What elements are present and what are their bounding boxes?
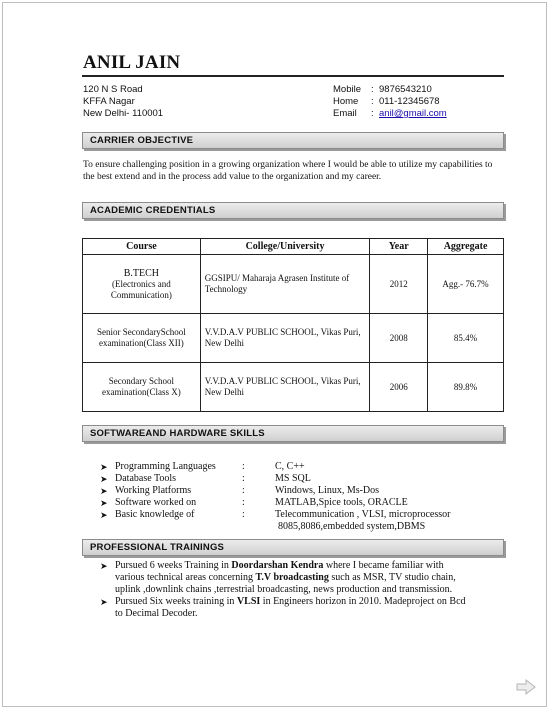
arrow-bullet-icon: ➤ xyxy=(100,561,108,571)
arrow-bullet-icon: ➤ xyxy=(100,597,108,607)
section-header-academic: ACADEMIC CREDENTIALS xyxy=(82,202,504,219)
skill-name: Working Platforms xyxy=(115,485,192,496)
contact-mobile: Mobile : 9876543210 xyxy=(333,84,432,95)
aggregate-cell: 89.8% xyxy=(428,363,504,412)
arrow-bullet-icon: ➤ xyxy=(100,462,108,472)
college-cell: GGSIPU/ Maharaja Agrasen Institute of Technology xyxy=(200,255,370,314)
college-cell: V.V.D.A.V PUBLIC SCHOOL, Vikas Puri, New Delhi xyxy=(200,314,370,363)
address-block xyxy=(83,84,163,120)
skill-value: MS SQL xyxy=(275,473,311,484)
arrow-bullet-icon: ➤ xyxy=(100,498,108,508)
mobile-value: 9876543210 xyxy=(379,84,432,95)
arrow-bullet-icon: ➤ xyxy=(100,486,108,496)
address-line: 120 N S Road xyxy=(83,84,143,95)
home-value: 011-12345678 xyxy=(379,96,440,107)
arrow-bullet-icon: ➤ xyxy=(100,474,108,484)
contact-email: Email : anil@gmail.com xyxy=(333,108,447,119)
table-row xyxy=(83,314,504,363)
section-header-trainings: PROFESSIONAL TRAININGS xyxy=(82,539,504,556)
section-header-objective: CARRIER OBJECTIVE xyxy=(82,132,504,149)
list-item: ➤ Pursued 6 weeks Training in Doordarshan Kendra where I became familiar with various technical areas concerning T.V broadcasting such as MSR, TV studio chain, uplink ,downlink chains ,terrestrial broadcasting, news production and transmission. xyxy=(100,560,456,595)
skill-name: Software worked on xyxy=(115,497,197,508)
course-cell: Secondary School examination(Class X) xyxy=(83,363,201,412)
col-header-course: Course xyxy=(83,239,201,255)
college-cell: V.V.D.A.V PUBLIC SCHOOL, Vikas Puri, New Delhi xyxy=(200,363,370,412)
skill-name: Database Tools xyxy=(115,473,177,484)
contact-label: Email xyxy=(333,108,357,119)
contact-label: Home xyxy=(333,96,359,107)
year-cell: 2008 xyxy=(370,314,428,363)
email-link[interactable]: anil@gmail.com xyxy=(379,108,447,119)
skill-value: C, C++ xyxy=(275,461,305,472)
course-cell: B.TECH (Electronics and Communication) xyxy=(83,255,201,314)
skill-name: Programming Languages xyxy=(115,461,216,472)
section-header-skills: SOFTWAREAND HARDWARE SKILLS xyxy=(82,425,504,442)
name-rule xyxy=(82,75,504,77)
skill-value: Windows, Linux, Ms-Dos xyxy=(275,485,380,496)
address-line: KFFA Nagar xyxy=(83,96,135,107)
list-item: ➤ Pursued Six weeks training in VLSI in Engineers horizon in 2010. Madeproject on Bcd to Decimal Decoder. xyxy=(100,596,466,619)
contact-label: Mobile xyxy=(333,84,361,95)
col-header-year: Year xyxy=(370,239,428,255)
table-row xyxy=(83,363,504,412)
skill-value-continued: 8085,8086,embedded system,DBMS xyxy=(278,521,426,532)
skill-value: MATLAB,Spice tools, ORACLE xyxy=(275,497,408,508)
candidate-name: ANIL JAIN xyxy=(83,52,181,73)
table-header-row xyxy=(83,239,504,255)
aggregate-cell: Agg.- 76.7% xyxy=(428,255,504,314)
academic-table xyxy=(82,238,504,412)
course-cell: Senior SecondarySchool examination(Class XII) xyxy=(83,314,201,363)
table-row xyxy=(83,255,504,314)
next-page-arrow-icon[interactable] xyxy=(515,678,537,696)
skill-name: Basic knowledge of xyxy=(115,509,195,520)
col-header-aggregate: Aggregate xyxy=(428,239,504,255)
arrow-bullet-icon: ➤ xyxy=(100,510,108,520)
contact-block xyxy=(333,84,447,120)
trainings-list xyxy=(100,560,472,620)
address-line: New Delhi- 110001 xyxy=(83,108,164,119)
year-cell: 2012 xyxy=(370,255,428,314)
objective-text: To ensure challenging position in a growing organization where I would be able to utilize my capabilities to the best extend and in the process add value to the organization and my career. xyxy=(83,160,493,182)
year-cell: 2006 xyxy=(370,363,428,412)
col-header-college: College/University xyxy=(200,239,370,255)
contact-home: Home : 011-12345678 xyxy=(333,96,440,107)
skill-value: Telecommunication , VLSI, microprocessor xyxy=(275,509,451,520)
aggregate-cell: 85.4% xyxy=(428,314,504,363)
